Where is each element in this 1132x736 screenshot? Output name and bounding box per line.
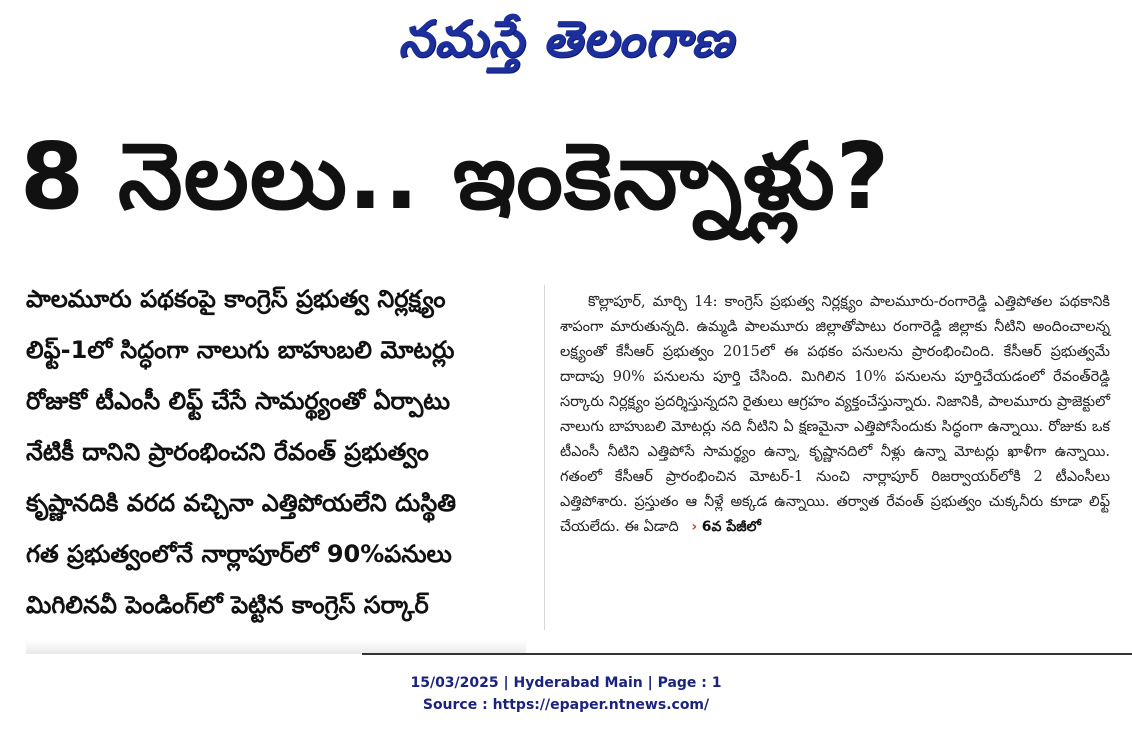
- footer: [0, 672, 1132, 716]
- headline: [20, 123, 1120, 248]
- bottom-rule: [362, 653, 1132, 655]
- highlight-shade: [26, 640, 526, 654]
- highlight-item: పాలమూరు పథకంపై కాంగ్రెస్ ప్రభుత్వ నిర్లక్ష్యం: [26, 284, 446, 313]
- column-divider: [544, 285, 545, 630]
- highlight-item: లిఫ్ట్-1లో సిద్ధంగా నాలుగు బాహుబలి మోటర్లు: [26, 335, 455, 364]
- highlight-item: నేటికీ దానిని ప్రారంభించని రేవంత్ ప్రభుత్వం: [26, 437, 429, 466]
- footer-source[interactable]: Source : https://epaper.ntnews.com/: [422, 697, 710, 713]
- continued-page-link[interactable]: 6వ పేజీలో: [701, 519, 761, 535]
- highlight-item: రోజుకో టీఎంసీ లిఫ్ట్ చేసే సామర్థ్యంతో ఏర్పాటు: [26, 386, 451, 415]
- highlight-item: గత ప్రభుత్వంలోనే నార్లాపూర్‌లో 90%పనులు: [26, 539, 452, 568]
- article-text: కొల్లాపూర్, మార్చి 14: కాంగ్రెస్ ప్రభుత్వ నిర్లక్ష్యం పాలమూరు-రంగారెడ్డి ఎత్తిపోతల పథకానికి శాపంగా మారుతున్నది. ఉమ్మడి పాలమూరు జిల్లాతోపాటు రంగారెడ్డి జిల్లాకు నీటిని అందించాలన్న లక్ష్యంతో కేసీఆర్ ప్రభుత్వం 2015లో ఈ పథకం పనులను ప్రారంభించింది. కేసీఆర్ ప్రభుత్వమే దాదాపు 90% పనులను పూర్తి చేసింది. మిగిలిన 10% పనులను పూర్తిచేయడంలో రేవంత్‌రెడ్డి సర్కారు నిర్లక్ష్యం ప్రదర్శిస్తున్నదని రైతులు ఆగ్రహం వ్యక్తంచేస్తున్నారు. నిజానికి, పాలమూరు ప్రాజెక్టులో నాలుగు బాహుబలి మోటర్లు నది నీటిని ఏ క్షణమైనా ఎత్తిపోసేందుకు సిద్ధంగా ఉన్నాయి. రోజుకు ఒక టీఎంసీ నీటిని ఎత్తిపోసే సామర్థ్యం ఉన్నా, కృష్ణానదిలో నీళ్లు ఉన్నా మోటర్లు ఖాళీగా ఉన్నాయి. గతంలో కేసీఆర్ ప్రారంభించిన మోటర్-1 నుంచి నార్లాపూర్ రిజర్వాయర్‌లోకి 2 టీఎంసీలు ఎత్తిపోశారు. ప్రస్తుతం ఆ నీళ్లే అక్కడ ఉన్నాయి. తర్వాత రేవంత్ ప్రభుత్వం చుక్కనీరు కూడా లిఫ్ట్ చేయలేదు. ఈ ఏడాది: [560, 294, 1110, 535]
- highlight-list: [26, 276, 526, 633]
- masthead-title: నమస్తే తెలంగాణ: [398, 9, 734, 68]
- highlight-item: కృష్ణానదికి వరద వచ్చినా ఎత్తిపోయలేని దుస్థితి: [26, 488, 456, 517]
- headline-text: 8 నెలలు.. ఇంకెన్నాళ్లు?: [20, 123, 891, 230]
- continued-arrow-icon: ›: [691, 519, 698, 535]
- article-body: [560, 290, 1110, 540]
- highlight-item: మిగిలినవీ పెండింగ్‌లో పెట్టిన కాంగ్రెస్ సర్కార్: [26, 590, 429, 619]
- footer-date-edition: 15/03/2025 | Hyderabad Main | Page : 1: [410, 675, 722, 691]
- masthead: [0, 0, 1132, 90]
